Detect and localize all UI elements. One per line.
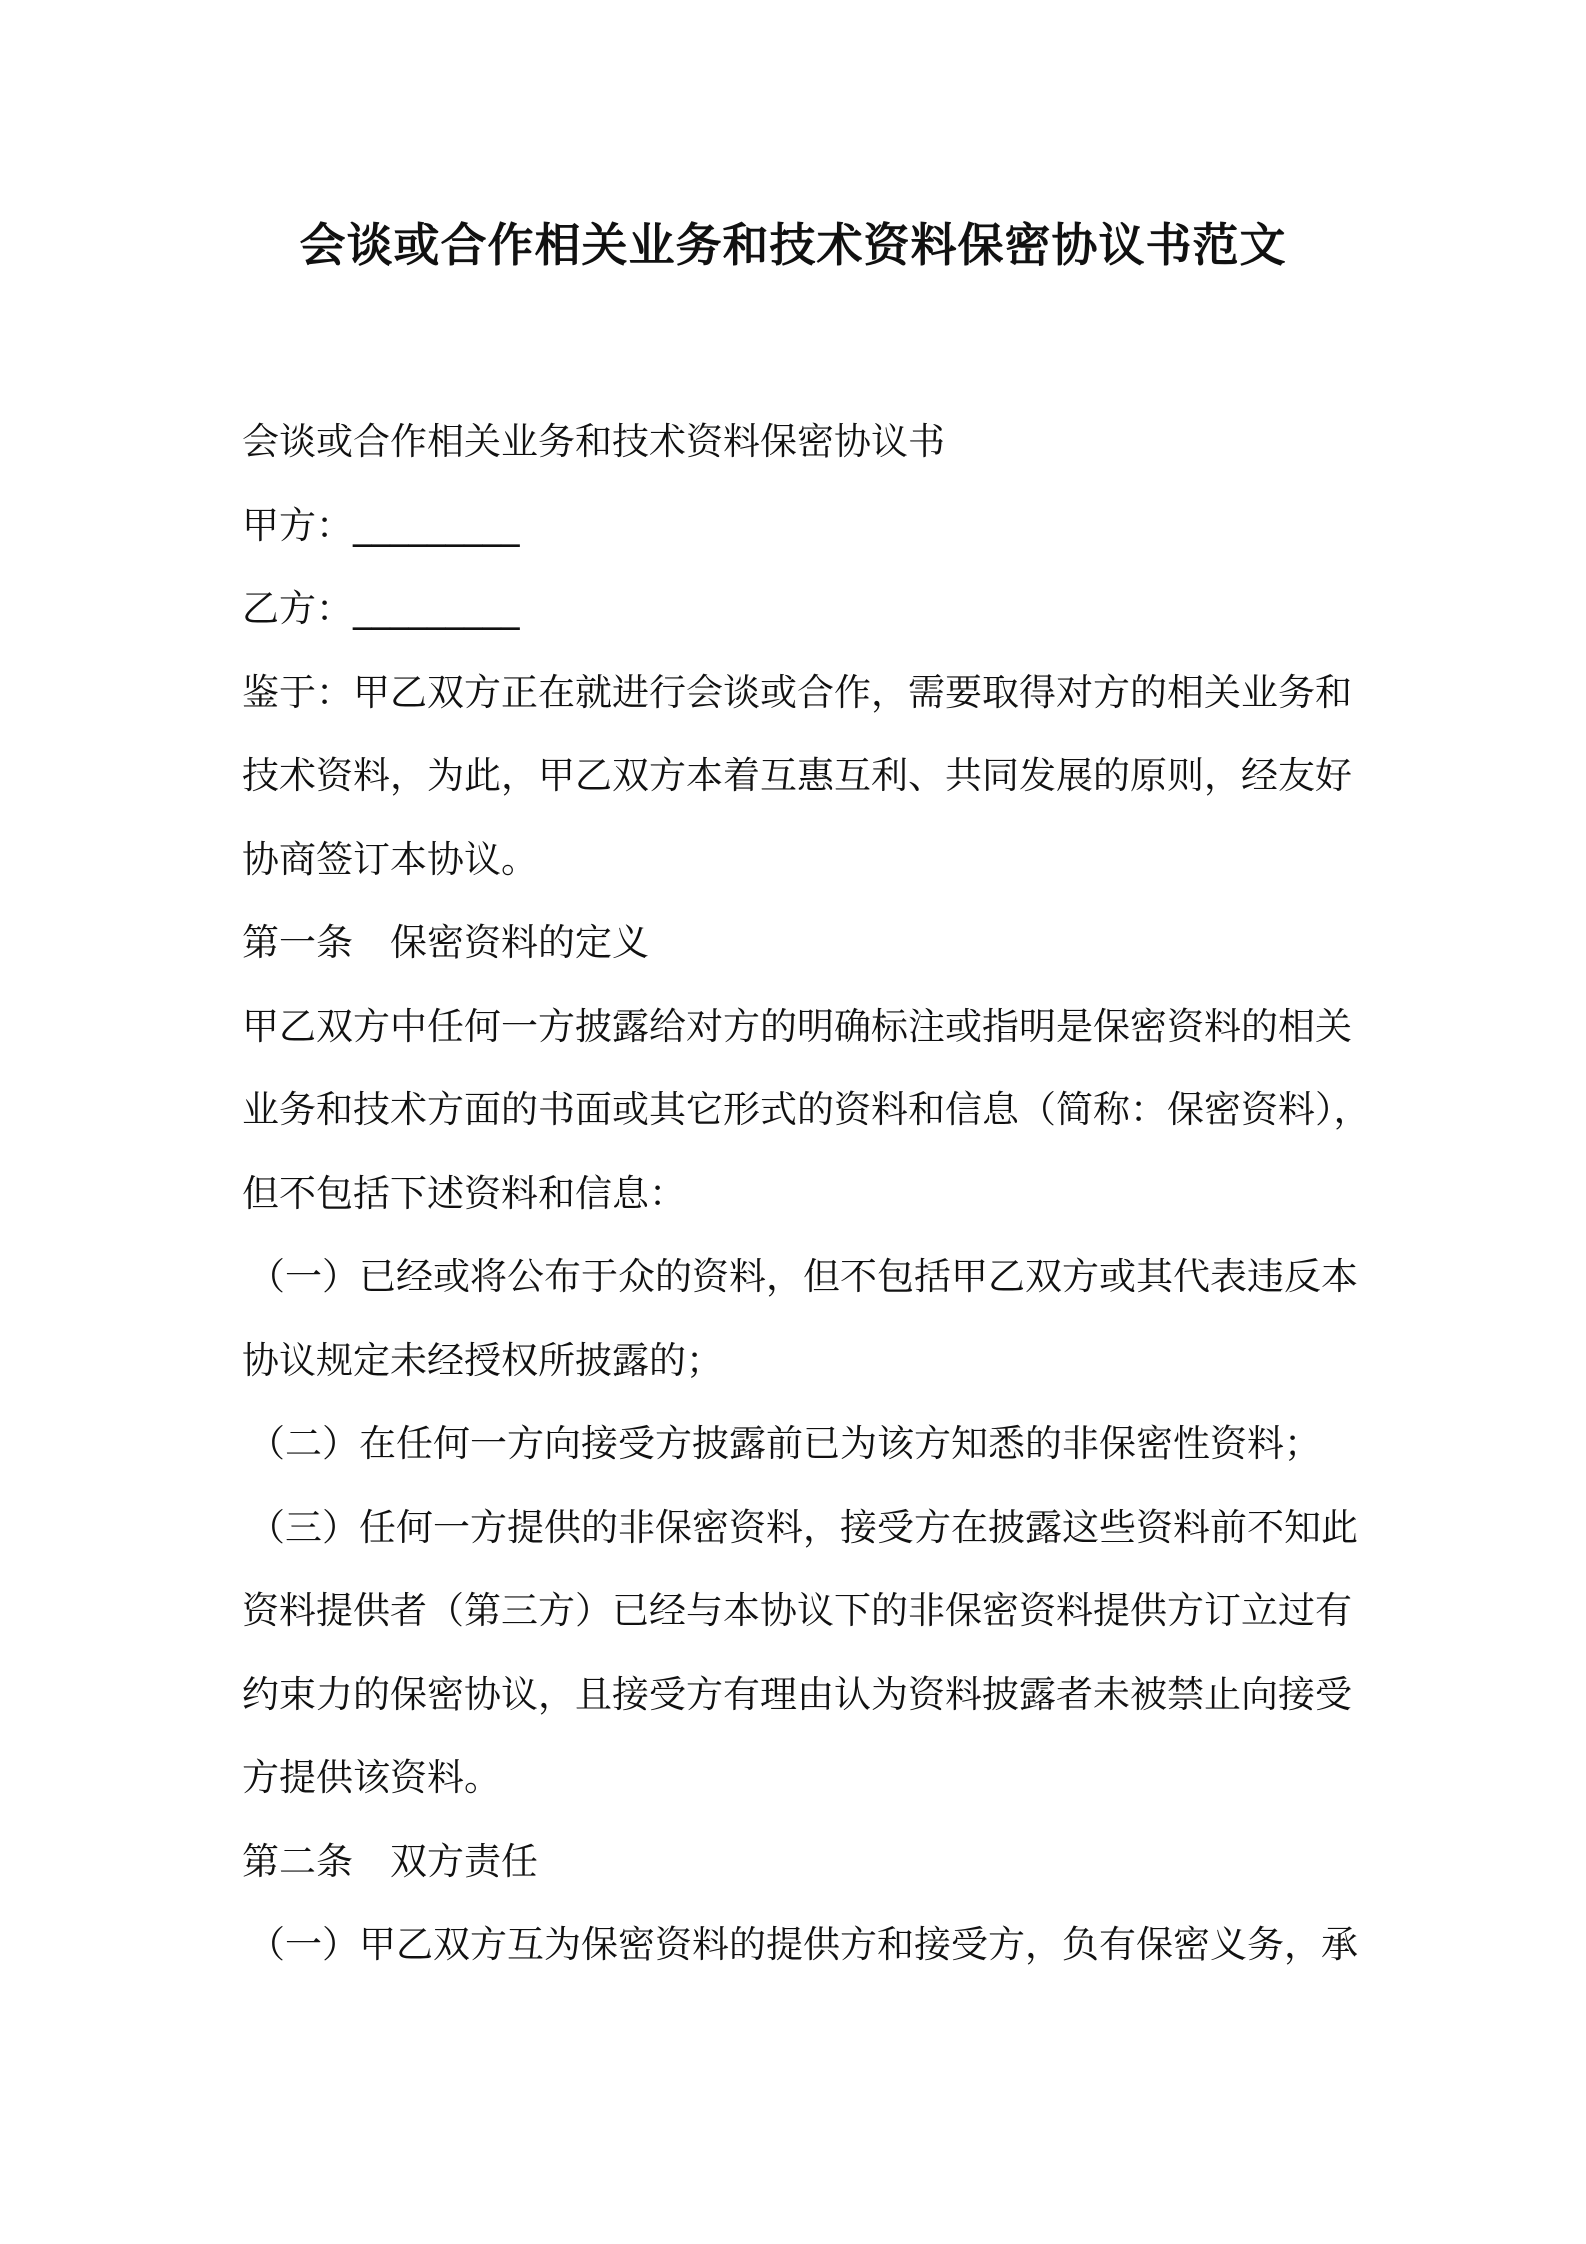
article-1-definition: 甲乙双方中任何一方披露给对方的明确标注或指明是保密资料的相关业务和技术方面的书面或其它形式的资料和信息（简称：保密资料），但不包括下述资料和信息： xyxy=(242,1004,1371,1215)
party-b-line: 乙方：_________ xyxy=(242,587,520,630)
party-a-line: 甲方：_________ xyxy=(242,503,520,547)
article-1-item-1: （一）已经或将公布于众的资料，但不包括甲乙双方或其代表违反本协议规定未经授权所披露的； xyxy=(242,1255,1358,1382)
article-2-item-1: （一）甲乙双方互为保密资料的提供方和接受方，负有保密义务，承 xyxy=(248,1923,1358,1966)
article-1-heading: 第一条 保密资料的定义 xyxy=(242,921,649,964)
article-1-item-2: （二）在任何一方向接受方披露前已为该方知悉的非保密性资料； xyxy=(248,1422,1321,1465)
document-title: 会谈或合作相关业务和技术资料保密协议书范文 xyxy=(299,218,1287,272)
article-2-heading: 第二条 双方责任 xyxy=(242,1839,538,1883)
document-body xyxy=(242,400,1382,1987)
preamble-paragraph: 鉴于：甲乙双方正在就进行会谈或合作，需要取得对方的相关业务和技术资料，为此，甲乙双方本着互惠互利、共同发展的原则，经友好协商签订本协议。 xyxy=(242,670,1352,881)
article-1-item-3: （三）任何一方提供的非保密资料，接受方在披露这些资料前不知此资料提供者（第三方）已经与本协议下的非保密资料提供方订立过有约束力的保密协议，且接受方有理由认为资料披露者未被禁止向接受方提供该资料。 xyxy=(242,1505,1358,1799)
agreement-heading: 会谈或合作相关业务和技术资料保密协议书 xyxy=(242,420,945,463)
